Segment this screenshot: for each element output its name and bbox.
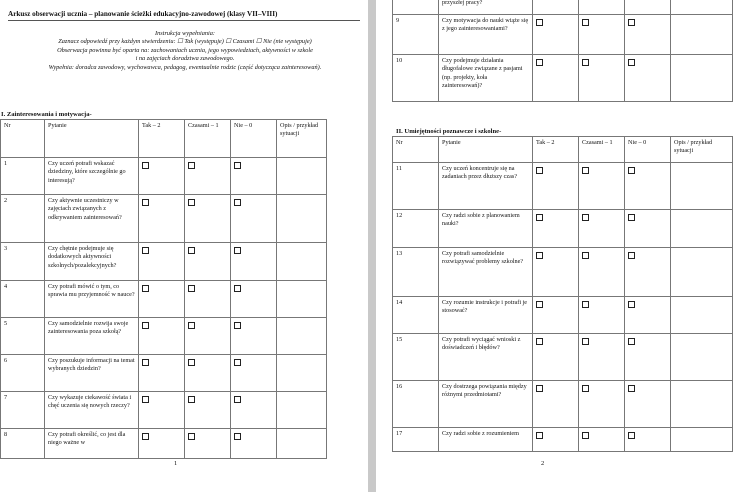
answer-no-checkbox[interactable] (628, 338, 635, 345)
page-number: 1 (174, 460, 178, 467)
answer-no-checkbox[interactable] (628, 301, 635, 308)
row-number: 14 (393, 297, 439, 334)
answer-sometimes-checkbox[interactable] (582, 252, 589, 259)
row-question: Czy dostrzega powiązania między różnymi przedmiotami? (439, 381, 533, 428)
table-row (1, 429, 327, 459)
answer-sometimes-checkbox[interactable] (188, 247, 195, 254)
answer-yes-cell (533, 163, 579, 210)
answer-sometimes-cell (185, 158, 231, 195)
answer-sometimes-checkbox[interactable] (188, 285, 195, 292)
row-number: 16 (393, 381, 439, 428)
row-description[interactable] (671, 381, 733, 428)
page-number: 2 (541, 460, 545, 467)
row-description[interactable] (671, 248, 733, 297)
header-sometimes: Czasami – 1 (185, 120, 231, 158)
answer-sometimes-cell (185, 281, 231, 318)
answer-sometimes-cell (579, 297, 625, 334)
answer-no-cell (231, 195, 277, 243)
answer-sometimes-checkbox[interactable] (582, 432, 589, 439)
answer-yes-cell (139, 318, 185, 355)
row-description[interactable] (671, 0, 733, 15)
answer-no-checkbox[interactable] (234, 285, 241, 292)
table-row (1, 318, 327, 355)
answer-sometimes-cell (185, 429, 231, 459)
row-number: 17 (393, 428, 439, 452)
answer-no-cell (231, 243, 277, 281)
answer-sometimes-checkbox[interactable] (582, 167, 589, 174)
answer-yes-checkbox[interactable] (536, 385, 543, 392)
instruction-line: Instrukcja wypełniania: (155, 30, 215, 37)
answer-yes-cell (139, 392, 185, 429)
answer-yes-cell (139, 429, 185, 459)
row-number: 3 (1, 243, 45, 281)
answer-yes-cell (533, 381, 579, 428)
instructions (4, 30, 366, 72)
document-page-1 (0, 0, 368, 492)
answer-yes-checkbox[interactable] (142, 285, 149, 292)
table-row (393, 297, 733, 334)
row-number (393, 0, 439, 15)
row-description[interactable] (277, 243, 327, 281)
answer-no-cell (625, 210, 671, 248)
instruction-line: Zaznacz odpowiedź przy każdym stwierdzeniu: ☐ Tak (występuje) ☐ Czasami ☐ Nie (nie występuje) (58, 38, 312, 46)
row-question: Czy radzi sobie z planowaniem nauki? (439, 210, 533, 248)
header-yes: Tak – 2 (533, 137, 579, 163)
answer-no-checkbox[interactable] (234, 359, 241, 366)
row-question: przyszłej pracy? (439, 0, 533, 15)
header-no: Nie – 0 (231, 120, 277, 158)
answer-sometimes-checkbox[interactable] (188, 433, 195, 440)
answer-yes-cell (139, 355, 185, 392)
answer-sometimes-cell (185, 392, 231, 429)
answer-yes-cell (533, 15, 579, 55)
answer-yes-cell (533, 297, 579, 334)
header-description: Opis / przykład sytuacji (671, 137, 733, 163)
row-number: 15 (393, 334, 439, 381)
answer-sometimes-cell (579, 334, 625, 381)
answer-yes-checkbox[interactable] (142, 199, 149, 206)
header-question: Pytanie (45, 120, 139, 158)
answer-no-cell (625, 248, 671, 297)
row-question: Czy motywacja do nauki wiąże się z jego zainteresowaniami? (439, 15, 533, 55)
answer-no-checkbox[interactable] (628, 19, 635, 26)
answer-sometimes-checkbox[interactable] (582, 385, 589, 392)
row-number: 10 (393, 55, 439, 102)
table-row (1, 243, 327, 281)
row-question: Czy chętnie podejmuje się dodatkowych aktywności szkolnych/pozalekcyjnych? (45, 243, 139, 281)
answer-no-cell (625, 15, 671, 55)
answer-sometimes-cell (579, 210, 625, 248)
answer-sometimes-cell (185, 318, 231, 355)
table-row (393, 248, 733, 297)
row-number: 4 (1, 281, 45, 318)
header-nr: Nr (1, 120, 45, 158)
table-row (1, 392, 327, 429)
row-number: 7 (1, 392, 45, 429)
row-description[interactable] (277, 392, 327, 429)
answer-sometimes-cell (579, 381, 625, 428)
answer-no-checkbox[interactable] (628, 59, 635, 66)
answer-sometimes-checkbox[interactable] (188, 396, 195, 403)
section-title: I. Zainteresowania i motywacja- (1, 111, 92, 118)
answer-yes-checkbox[interactable] (142, 433, 149, 440)
answer-no-cell (231, 392, 277, 429)
table-row (1, 281, 327, 318)
answer-no-checkbox[interactable] (234, 433, 241, 440)
answer-yes-checkbox[interactable] (536, 432, 543, 439)
answer-no-cell (625, 297, 671, 334)
answer-sometimes-cell (579, 248, 625, 297)
answer-no-checkbox[interactable] (234, 322, 241, 329)
answer-yes-checkbox[interactable] (536, 252, 543, 259)
row-question: Czy samodzielnie rozwija swoje zainteresowania poza szkołą? (45, 318, 139, 355)
answer-sometimes-checkbox[interactable] (582, 19, 589, 26)
answer-yes-cell (533, 248, 579, 297)
row-description[interactable] (671, 210, 733, 248)
answer-no-checkbox[interactable] (628, 167, 635, 174)
row-description[interactable] (277, 195, 327, 243)
row-number: 2 (1, 195, 45, 243)
row-question: Czy poszukuje informacji na temat wybranych dziedzin? (45, 355, 139, 392)
row-number: 9 (393, 15, 439, 55)
table-row (393, 381, 733, 428)
instruction-line: i na zajęciach doradztwa zawodowego. (135, 55, 235, 63)
header-question: Pytanie (439, 137, 533, 163)
answer-yes-checkbox[interactable] (536, 338, 543, 345)
row-number: 8 (1, 429, 45, 459)
table-row (393, 163, 733, 210)
row-question: Czy potrafi wyciągać wnioski z doświadczeń i błędów? (439, 334, 533, 381)
row-description[interactable] (671, 55, 733, 102)
row-number: 6 (1, 355, 45, 392)
answer-no-cell (625, 334, 671, 381)
table-header-row (393, 137, 733, 163)
answer-sometimes-checkbox[interactable] (582, 301, 589, 308)
answer-yes-cell (533, 428, 579, 452)
answer-yes-checkbox[interactable] (536, 19, 543, 26)
row-number: 1 (1, 158, 45, 195)
row-question: Czy potrafi mówić o tym, co sprawia mu przyjemność w nauce? (45, 281, 139, 318)
answer-sometimes-cell (579, 15, 625, 55)
answer-no-cell (625, 381, 671, 428)
row-question: Czy aktywnie uczestniczy w zajęciach związanych z odkrywaniem zainteresowań? (45, 195, 139, 243)
answer-sometimes-checkbox[interactable] (188, 322, 195, 329)
answer-sometimes-checkbox[interactable] (582, 214, 589, 221)
row-question: Czy potrafi określić, co jest dla niego ważne w (45, 429, 139, 459)
observation-table-2 (392, 136, 733, 452)
answer-no-cell (231, 429, 277, 459)
answer-sometimes-cell (185, 355, 231, 392)
answer-yes-cell (533, 334, 579, 381)
answer-sometimes-cell (579, 0, 625, 15)
row-description[interactable] (671, 334, 733, 381)
row-description[interactable] (671, 15, 733, 55)
answer-yes-checkbox[interactable] (142, 162, 149, 169)
row-description[interactable] (277, 158, 327, 195)
answer-yes-cell (139, 158, 185, 195)
row-question: Czy uczeń koncentruje się na zadaniach przez dłuższy czas? (439, 163, 533, 210)
title-divider (8, 20, 360, 21)
answer-sometimes-checkbox[interactable] (582, 59, 589, 66)
answer-no-cell (625, 55, 671, 102)
answer-sometimes-checkbox[interactable] (582, 338, 589, 345)
table-row (393, 428, 733, 452)
header-description: Opis / przykład sytuacji (277, 120, 327, 158)
answer-yes-cell (139, 281, 185, 318)
instruction-line: Obserwacja powinna być oparta na: zachowaniach ucznia, jego wypowiedziach, aktywności w szkole (57, 46, 313, 54)
answer-sometimes-cell (185, 195, 231, 243)
answer-yes-checkbox[interactable] (142, 396, 149, 403)
answer-no-checkbox[interactable] (234, 199, 241, 206)
header-sometimes: Czasami – 1 (579, 137, 625, 163)
header-yes: Tak – 2 (139, 120, 185, 158)
answer-yes-cell (139, 243, 185, 281)
instruction-line: Wypełnia: doradca zawodowy, wychowawca, pedagog, ewentualnie rodzic (część dotycząca zainteresowań). (48, 63, 322, 71)
answer-no-checkbox[interactable] (628, 214, 635, 221)
answer-yes-checkbox[interactable] (536, 301, 543, 308)
row-question: Czy potrafi samodzielnie rozwiązywać problemy szkolne? (439, 248, 533, 297)
answer-sometimes-cell (579, 163, 625, 210)
answer-sometimes-cell (579, 55, 625, 102)
row-question: Czy podejmuje działania długofalowe związane z pasjami (np. projekty, koła zainteresowań)? (439, 55, 533, 102)
answer-no-cell (625, 0, 671, 15)
answer-yes-cell (533, 210, 579, 248)
row-description[interactable] (671, 428, 733, 452)
answer-yes-checkbox[interactable] (142, 247, 149, 254)
answer-yes-cell (139, 195, 185, 243)
answer-sometimes-cell (185, 243, 231, 281)
row-description[interactable] (671, 163, 733, 210)
answer-yes-cell (533, 0, 579, 15)
answer-yes-checkbox[interactable] (536, 214, 543, 221)
table-row (1, 355, 327, 392)
row-description[interactable] (277, 281, 327, 318)
row-description[interactable] (277, 429, 327, 459)
table-row (393, 210, 733, 248)
row-number: 5 (1, 318, 45, 355)
table-row (393, 0, 733, 15)
section-title: II. Umiejętności poznawcze i szkolne- (396, 128, 502, 135)
row-description[interactable] (277, 355, 327, 392)
answer-no-checkbox[interactable] (234, 396, 241, 403)
answer-no-cell (231, 318, 277, 355)
row-question: Czy uczeń potrafi wskazać dziedziny, które szczególnie go interesują? (45, 158, 139, 195)
row-description[interactable] (671, 297, 733, 334)
answer-sometimes-checkbox[interactable] (188, 162, 195, 169)
table-row (393, 55, 733, 102)
row-question: Czy radzi sobie z rozumieniem (439, 428, 533, 452)
observation-table-1 (0, 119, 327, 459)
row-question: Czy wykazuje ciekawość świata i chęć uczenia się nowych rzeczy? (45, 392, 139, 429)
answer-yes-checkbox[interactable] (536, 59, 543, 66)
header-nr: Nr (393, 137, 439, 163)
answer-no-checkbox[interactable] (628, 385, 635, 392)
row-description[interactable] (277, 318, 327, 355)
document-page-2 (376, 0, 750, 492)
row-question: Czy rozumie instrukcje i potrafi je stosować? (439, 297, 533, 334)
answer-no-cell (231, 158, 277, 195)
table-row (1, 158, 327, 195)
table-row (393, 334, 733, 381)
answer-yes-checkbox[interactable] (142, 322, 149, 329)
row-number: 13 (393, 248, 439, 297)
answer-sometimes-checkbox[interactable] (188, 359, 195, 366)
answer-sometimes-cell (579, 428, 625, 452)
row-number: 12 (393, 210, 439, 248)
answer-sometimes-checkbox[interactable] (188, 199, 195, 206)
row-number: 11 (393, 163, 439, 210)
observation-table-continued (392, 0, 733, 102)
page-title: Arkusz obserwacji ucznia – planowanie ścieżki edukacyjno-zawodowej (klasy VII–VIII) (8, 10, 278, 18)
answer-no-cell (625, 428, 671, 452)
answer-yes-cell (533, 55, 579, 102)
answer-no-cell (231, 355, 277, 392)
answer-yes-checkbox[interactable] (142, 359, 149, 366)
answer-yes-checkbox[interactable] (536, 167, 543, 174)
table-row (393, 15, 733, 55)
answer-no-cell (231, 281, 277, 318)
answer-no-checkbox[interactable] (628, 252, 635, 259)
table-row (1, 195, 327, 243)
header-no: Nie – 0 (625, 137, 671, 163)
answer-no-cell (625, 163, 671, 210)
answer-no-checkbox[interactable] (234, 162, 241, 169)
table-header-row (1, 120, 327, 158)
answer-no-checkbox[interactable] (628, 432, 635, 439)
answer-no-checkbox[interactable] (234, 247, 241, 254)
